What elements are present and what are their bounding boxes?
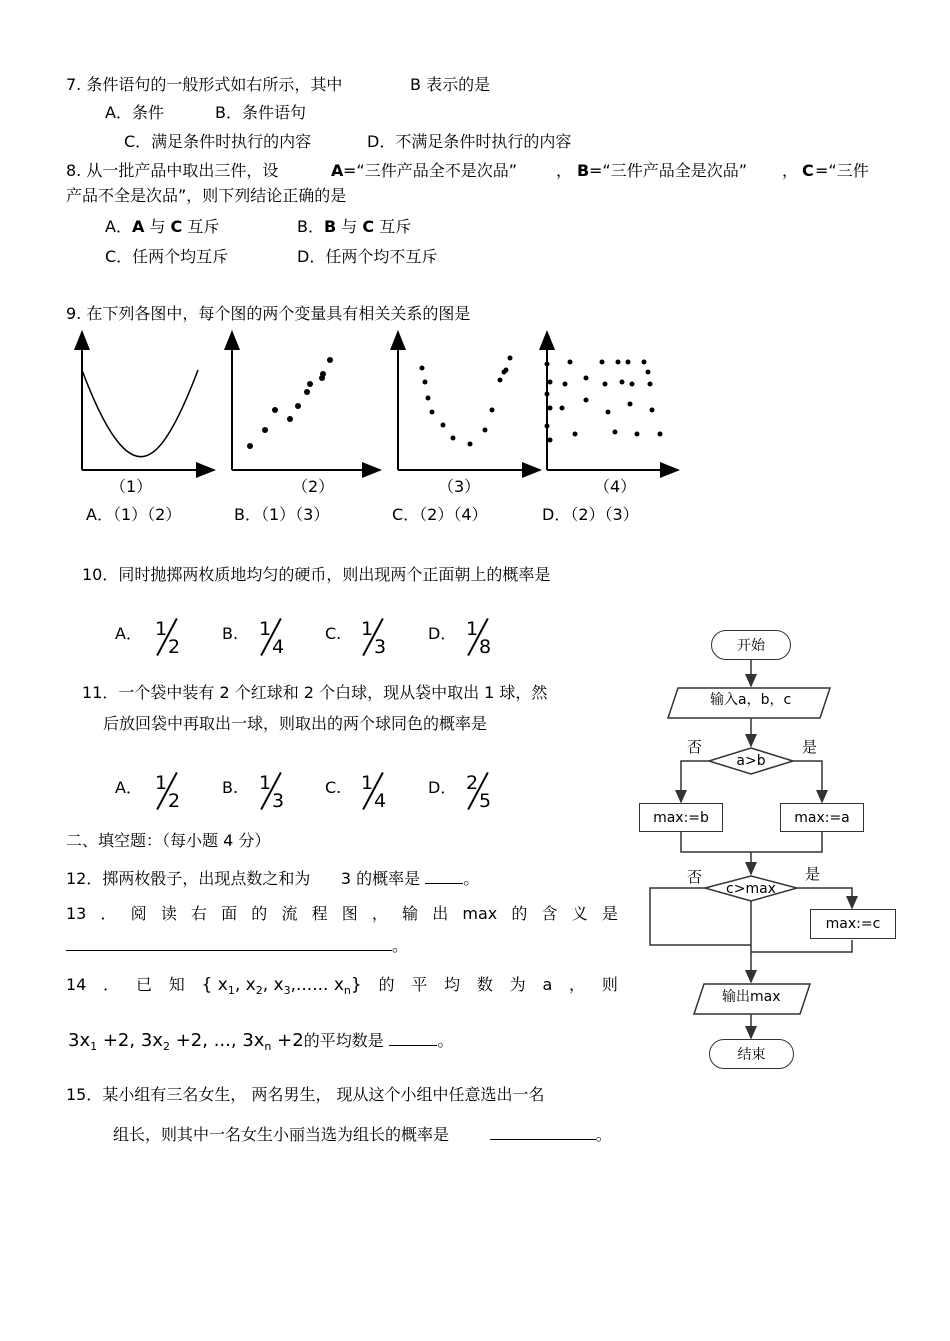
fc-end: 结束: [709, 1039, 794, 1069]
q13-stem-line1: 13 ． 阅 读 右 面 的 流 程 图 ， 输 出 max 的 含 义 是: [66, 904, 618, 923]
q14-stem-line2: $3x_1 +2$, $3x_2 +2$, ..., $3x_n +2$的平均数是 。: [68, 1030, 454, 1053]
fc-input: 输入a，b，c: [710, 692, 792, 708]
q12-answer-blank[interactable]: [425, 883, 463, 884]
fc-yes2: 是: [805, 865, 821, 883]
q9-points-4: [545, 360, 663, 443]
q8-set-b: B: [577, 161, 590, 180]
q10-option-a-fraction: 1 2: [155, 618, 181, 658]
q8-set-a-def: =“三件产品全不是次品”: [343, 161, 517, 180]
flowchart-lines: [630, 620, 920, 1090]
q9-option-d: D．（2）（3）: [542, 505, 639, 524]
q11-option-d-fraction: 2 5: [466, 772, 492, 812]
fc-no2: 否: [687, 868, 703, 886]
q13-answer-blank[interactable]: [66, 950, 392, 951]
q10-option-d-label: D．: [428, 624, 457, 643]
q11-option-c-label: C.: [325, 778, 342, 797]
q14-answer-blank[interactable]: [389, 1045, 437, 1046]
q9-graph-1: [82, 332, 214, 470]
q12-stem: 12．掷两枚骰子，出现点数之和为 3 的概率是 。: [66, 869, 480, 888]
q8-stem-line2: 产品不全是次品”，则下列结论正确的是: [66, 186, 347, 205]
q9-label-3: （3）: [438, 477, 481, 496]
fc-output: 输出max: [722, 989, 781, 1005]
q14-stem-line1: 14 ． 已 知 { $x_1$, $x_2$, $x_3$,...... $x_n$} 的 平 均 数 为 a ， 则: [66, 975, 618, 997]
q10-option-d-fraction: 1 8: [466, 618, 492, 658]
q9-label-2: （2）: [292, 477, 335, 496]
q10-option-a-label: A．: [115, 624, 142, 643]
fc-no1: 否: [687, 738, 703, 756]
q7-stem: 7. 条件语句的一般形式如右所示，其中: [66, 75, 343, 94]
q10-option-c-fraction: 1 3: [361, 618, 387, 658]
q11-stem-line1: 11．一个袋中装有 2 个红球和 2 个白球，现从袋中取出 1 球，然: [82, 683, 548, 702]
fc-yes1: 是: [802, 738, 818, 756]
q10-option-b-fraction: 1 4: [259, 618, 285, 658]
q7-option-d: D．不满足条件时执行的内容: [367, 132, 572, 151]
q8-set-c: C: [802, 161, 814, 180]
fc-start: 开始: [711, 630, 791, 660]
q8-comma-1: ，: [556, 161, 573, 180]
q9-option-b: B．（1）（3）: [234, 505, 330, 524]
section-2-heading: 二、填空题：（每小题 4 分）: [66, 831, 271, 850]
q11-option-b-label: B.: [222, 778, 239, 797]
q11-option-a-label: A．: [115, 778, 142, 797]
q7-option-a: A．条件: [105, 103, 164, 122]
fc-assign-c: max:=c: [810, 909, 896, 939]
q11-option-b-fraction: 1 3: [259, 772, 285, 812]
q8-set-b-def: =“三件产品全是次品”: [589, 161, 747, 180]
q13-answer-line: 。: [66, 938, 408, 954]
q9-graph-2: [232, 332, 380, 470]
fc-assign-a: max:=a: [780, 803, 864, 832]
q8-option-a: A．A 与 C 互斥: [105, 217, 220, 236]
q9-graph-4: [545, 332, 679, 470]
q7-stem-b: B 表示的是: [410, 75, 491, 94]
q10-option-b-label: B.: [222, 624, 239, 643]
q15-answer-blank[interactable]: [490, 1139, 596, 1140]
q8-set-a: A: [331, 161, 344, 180]
q9-stem: 9. 在下列各图中，每个图的两个变量具有相关关系的图是: [66, 304, 471, 323]
q10-option-c-label: C.: [325, 624, 342, 643]
q7-option-b: B．条件语句: [215, 103, 306, 122]
q11-stem-line2: 后放回袋中再取出一球，则取出的两个球同色的概率是: [103, 714, 488, 733]
q8-stem-a: 8. 从一批产品中取出三件，设: [66, 161, 279, 180]
q9-option-c: C．（2）（4）: [392, 505, 488, 524]
q15-stem-line2: 组长，则其中一名女生小丽当选为组长的概率是 。: [113, 1125, 612, 1144]
q9-graph-3: [398, 332, 540, 470]
fc-cond1-text: a>b: [736, 753, 766, 769]
q8-comma-2: ，: [782, 161, 799, 180]
q9-points-3: [420, 356, 513, 447]
q9-points-2: [247, 357, 333, 449]
q8-option-c: C．任两个均互斥: [105, 247, 229, 266]
q8-set-c-def: =“三件: [815, 161, 869, 180]
q8-option-d: D．任两个均不互斥: [297, 247, 438, 266]
q14-set-expression: { $x_1$, $x_2$, $x_3$,...... $x_n$}: [201, 975, 362, 997]
fc-assign-b: max:=b: [639, 803, 723, 832]
fc-cond2-text: c>max: [726, 881, 776, 897]
q7-option-c: C．满足条件时执行的内容: [124, 132, 312, 151]
q9-option-a: A．（1）（2）: [86, 505, 182, 524]
q9-curve: [82, 370, 198, 457]
q9-graphs: [60, 322, 690, 482]
q15-stem-line1: 15．某小组有三名女生， 两名男生， 现从这个小组中任意选出一名: [66, 1085, 545, 1104]
q9-label-4: （4）: [594, 477, 637, 496]
q11-option-d-label: D．: [428, 778, 457, 797]
q11-option-a-fraction: 1 2: [155, 772, 181, 812]
q10-stem: 10．同时抛掷两枚质地均匀的硬币，则出现两个正面朝上的概率是: [82, 565, 551, 584]
q11-option-c-fraction: 1 4: [361, 772, 387, 812]
q9-label-1: （1）: [110, 477, 153, 496]
q8-option-b: B．B 与 C 互斥: [297, 217, 412, 236]
